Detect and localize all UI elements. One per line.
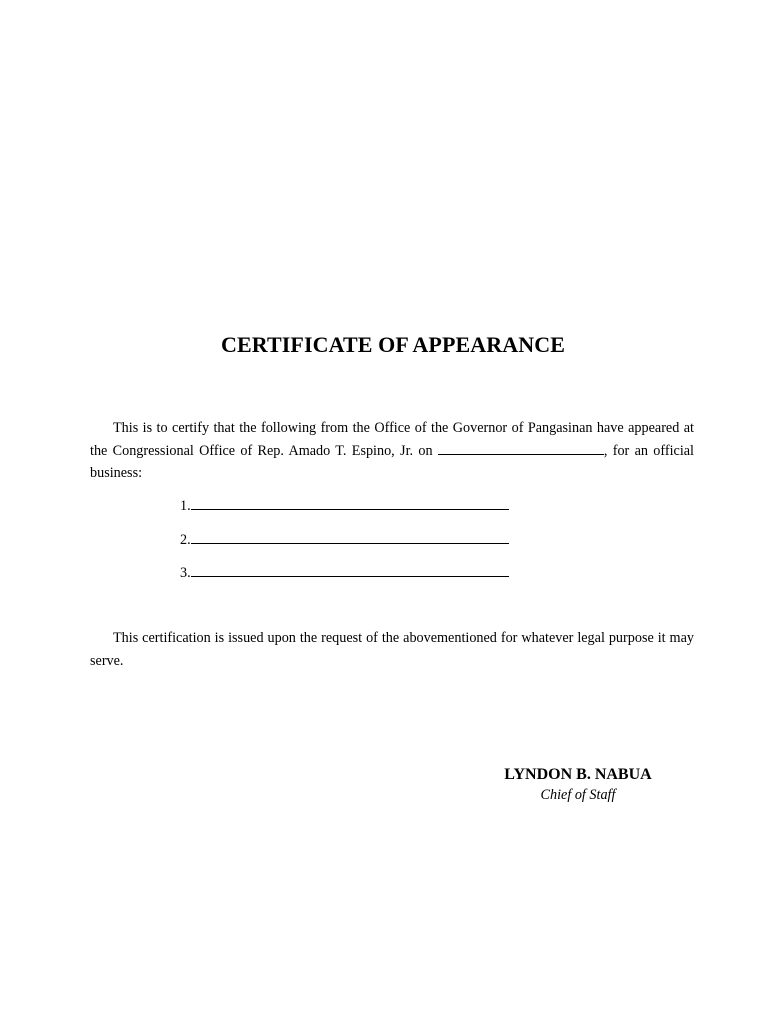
signatory-title: Chief of Staff bbox=[540, 787, 616, 803]
list-item-number: 3. bbox=[180, 565, 191, 581]
certification-text-end: , for an official business: bbox=[90, 442, 694, 481]
certification-paragraph bbox=[90, 417, 694, 485]
certification-text: This is to certify that the following from the Office of the Governor of Pangasinan have appeared at the Congressional Office of Rep. Amado T. Espino, Jr. on bbox=[90, 420, 694, 459]
list-item-3 bbox=[180, 561, 509, 583]
name-blank-line-2[interactable] bbox=[191, 528, 509, 544]
list-item-number: 1. bbox=[180, 498, 191, 514]
name-blank-line-3[interactable] bbox=[191, 561, 509, 577]
appearance-list bbox=[180, 494, 509, 595]
list-item-number: 2. bbox=[180, 531, 191, 548]
list-item-1 bbox=[180, 494, 509, 516]
issuance-paragraph: This certification is issued upon the request of the abovementioned for whatever legal purpose it may serve. bbox=[90, 630, 694, 669]
signature-block bbox=[478, 764, 678, 804]
document-title: CERTIFICATE OF APPEARANCE bbox=[221, 332, 565, 357]
date-blank-line[interactable] bbox=[438, 440, 604, 455]
list-item-2 bbox=[180, 528, 509, 550]
signatory-name: LYNDON B. NABUA bbox=[504, 766, 652, 783]
name-blank-line-1[interactable] bbox=[191, 494, 509, 510]
